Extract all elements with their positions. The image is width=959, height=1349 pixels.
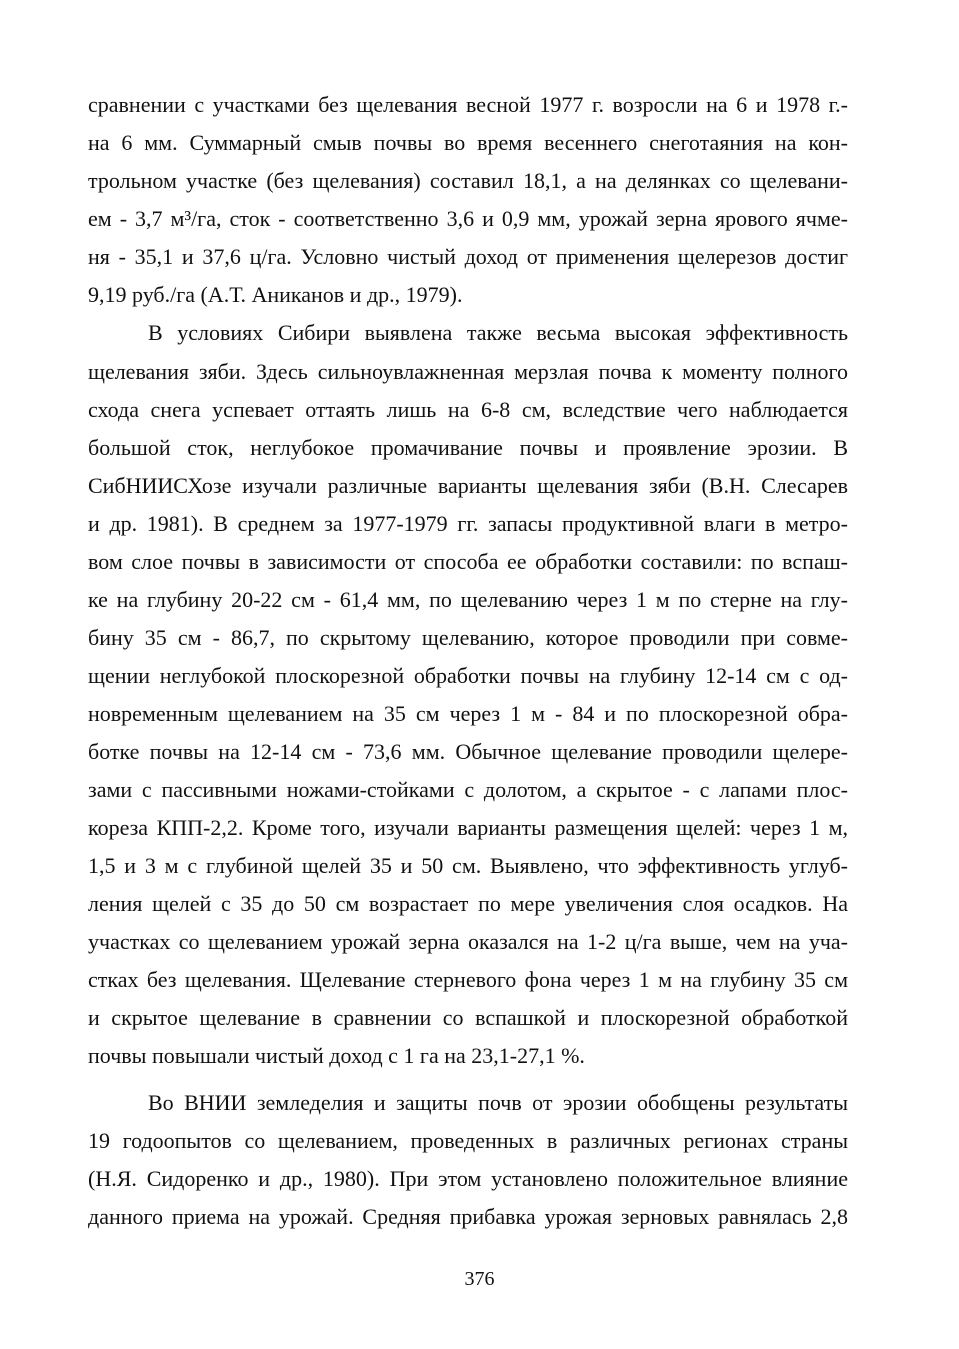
text-line: и скрытое щелевание в сравнении со вспашкой и плоскорезной обработкой	[88, 1005, 848, 1030]
text-line: почвы повышали чистый доход с 1 га на 23,1-27,1 %.	[88, 1043, 585, 1068]
text-line: щении неглубокой плоскорезной обработки почвы на глубину 12-14 см с од-	[88, 663, 848, 688]
text-line: кореза КПП-2,2. Кроме того, изучали варианты размещения щелей: через 1 м,	[88, 815, 848, 840]
text-line: Во ВНИИ земледелия и защиты почв от эрозии обобщены результаты	[148, 1090, 848, 1115]
text-line: сравнении с участками без щелевания весной 1977 г. возросли на 6 и 1978 г.-	[88, 92, 848, 117]
text-line: на 6 мм. Суммарный смыв почвы во время весеннего снеготаяния на кон-	[88, 130, 848, 155]
text-line: щелевания зяби. Здесь сильноувлажненная мерзлая почва к моменту полного	[88, 359, 848, 384]
text-line: (Н.Я. Сидоренко и др., 1980). При этом установлено положительное влияние	[88, 1166, 848, 1191]
text-line: участках со щелеванием урожай зерна оказался на 1-2 ц/га выше, чем на уча-	[88, 929, 848, 954]
text-line: 9,19 руб./га (А.Т. Аниканов и др., 1979).	[88, 282, 463, 307]
text-line: новременным щелеванием на 35 см через 1 м - 84 и по плоскорезной обра-	[88, 701, 848, 726]
text-line: ня - 35,1 и 37,6 ц/га. Условно чистый доход от применения щелерезов достиг	[88, 244, 848, 269]
text-line: 1,5 и 3 м с глубиной щелей 35 и 50 см. Выявлено, что эффективность углуб-	[88, 853, 848, 878]
page-number: 376	[464, 1268, 495, 1290]
text-line: данного приема на урожай. Средняя прибавка урожая зерновых равнялась 2,8	[88, 1204, 848, 1229]
text-line: ботке почвы на 12-14 см - 73,6 мм. Обычное щелевание проводили щелере-	[88, 739, 848, 764]
text-line: трольном участке (без щелевания) составил 18,1, а на делянках со щелевани-	[88, 168, 848, 193]
text-line: СибНИИСХозе изучали различные варианты щелевания зяби (В.Н. Слесарев	[88, 473, 848, 498]
text-line: ем - 3,7 м³/га, сток - соответственно 3,6 и 0,9 мм, урожай зерна ярового ячме-	[88, 206, 848, 231]
text-line: зами с пассивными ножами-стойками с долотом, а скрытое - с лапами плос-	[88, 777, 848, 802]
text-line: ления щелей с 35 до 50 см возрастает по мере увеличения слоя осадков. На	[88, 891, 848, 916]
text-line: и др. 1981). В среднем за 1977-1979 гг. запасы продуктивной влаги в метро-	[88, 511, 848, 536]
text-line: вом слое почвы в зависимости от способа ее обработки составили: по вспаш-	[88, 549, 848, 574]
text-line: стках без щелевания. Щелевание стерневого фона через 1 м на глубину 35 см	[88, 967, 848, 992]
text-line: схода снега успевает оттаять лишь на 6-8 см, вследствие чего наблюдается	[88, 397, 848, 422]
text-line: бину 35 см - 86,7, по скрытому щелеванию, которое проводили при совме-	[88, 625, 848, 650]
text-line: большой сток, неглубокое промачивание почвы и проявление эрозии. В	[88, 435, 848, 460]
text-line: В условиях Сибири выявлена также весьма высокая эффективность	[148, 320, 848, 345]
text-line: ке на глубину 20-22 см - 61,4 мм, по щелеванию через 1 м по стерне на глу-	[88, 587, 848, 612]
text-line: 19 годоопытов со щелеванием, проведенных в различных регионах страны	[88, 1128, 848, 1153]
